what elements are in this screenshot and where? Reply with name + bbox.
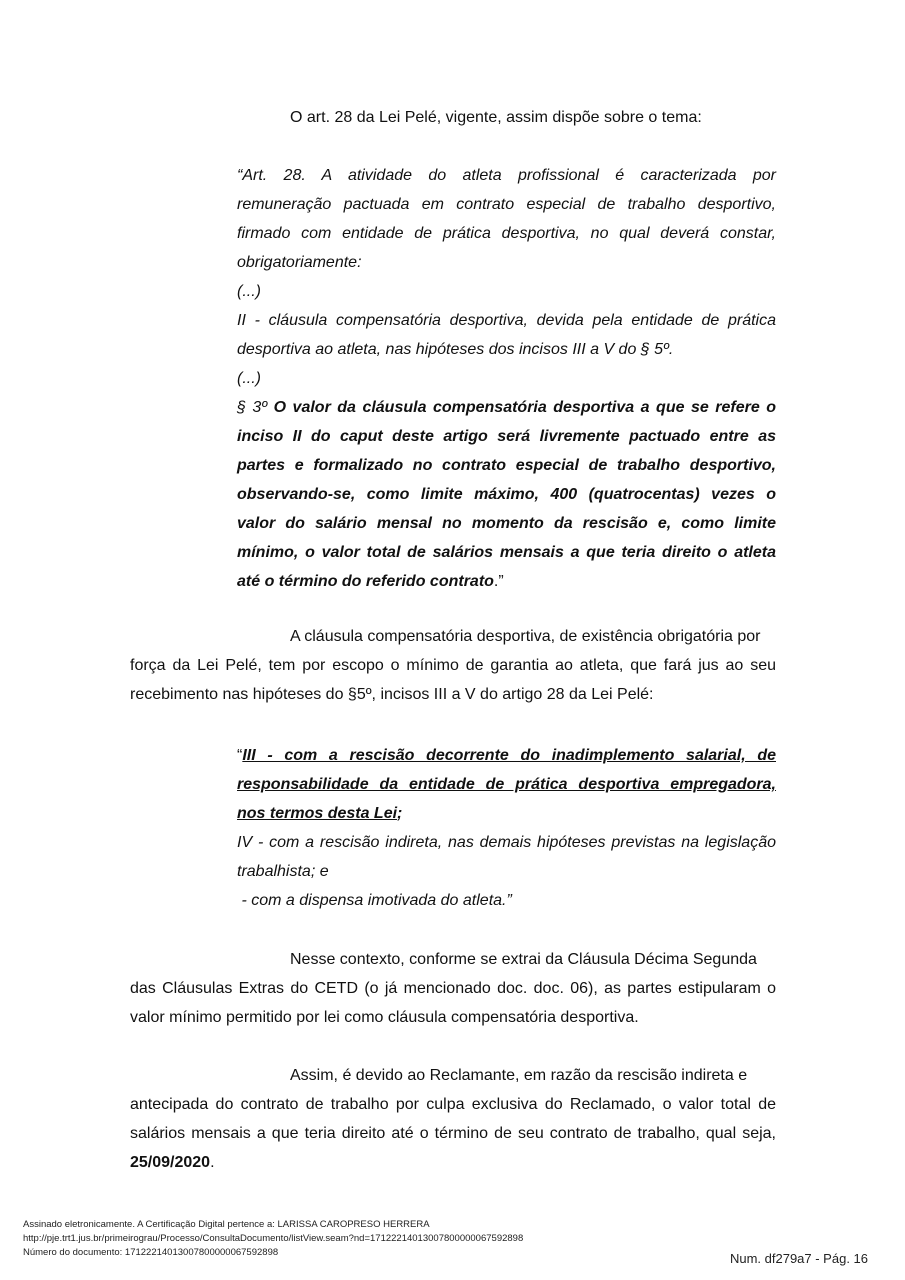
par3-line6: mínimo, o valor total de salários mensais a que teria direito o atleta: [237, 544, 776, 561]
open-quote: “: [237, 747, 243, 764]
par3-line5: valor do salário mensal no momento da rescisão e, como limite: [237, 515, 776, 532]
art28-line4: obrigatoriamente:: [237, 254, 362, 271]
art28-line3: firmado com entidade de prática desportiva, no qual deverá constar,: [237, 225, 776, 242]
para4-line3: salários mensais a que teria direito até o término de seu contrato de trabalho, qual seja,: [130, 1125, 776, 1142]
para4-line1: [130, 1061, 776, 1090]
page-number: Num. df279a7 - Pág. 16: [729, 1251, 868, 1266]
para3-line1-text: Nesse contexto, conforme se extrai da Cláusula Décima Segunda: [290, 951, 757, 968]
para2-line1: [130, 622, 776, 651]
intro-paragraph: [130, 103, 776, 132]
inc4-line2: trabalhista; e: [237, 863, 329, 880]
para3-line3: valor mínimo permitido por lei como cláusula compensatória desportiva.: [130, 1009, 639, 1026]
par3-line7-end: .”: [493, 573, 504, 590]
para4-line4: [130, 1148, 776, 1177]
date-end: .: [210, 1154, 215, 1171]
art28-line2: remuneração pactuada em contrato especial de trabalho desportivo,: [237, 196, 776, 213]
ellipsis-2: (...): [237, 370, 261, 387]
par3-line7: [237, 567, 776, 596]
footer-url-line[interactable]: http://pje.trt1.jus.br/primeirograu/Processo/ConsultaDocumento/listView.seam?nd=17122214013007800000067592898: [23, 1233, 524, 1244]
inc4-line1: IV - com a rescisão indireta, nas demais hipóteses previstas na legislação: [237, 834, 776, 851]
para3-line2: das Cláusulas Extras do CETD (o já mencionado doc. doc. 06), as partes estipularam o: [130, 980, 776, 997]
art28-quote: [237, 161, 776, 596]
paragraph-2: [130, 622, 776, 709]
date-bold: 25/09/2020: [130, 1154, 211, 1171]
art28-line1: “Art. 28. A atividade do atleta profissional é caracterizada por: [237, 167, 776, 184]
para4-line1-text: Assim, é devido ao Reclamante, em razão da rescisão indireta e: [290, 1067, 748, 1084]
footer-signed-line: Assinado eletronicamente. A Certificação Digital pertence a: LARISSA CAROPRESO HERRERA: [23, 1219, 430, 1230]
par3-line3: partes e formalizado no contrato especial de trabalho desportivo,: [237, 457, 776, 474]
para2-line1-text: A cláusula compensatória desportiva, de existência obrigatória por: [290, 628, 761, 645]
par3-line7-bold: até o término do referido contrato: [237, 573, 494, 590]
signature-footer: [23, 1218, 523, 1260]
inc3-semicolon: ;: [397, 805, 403, 822]
inc3-line1-text: III - com a rescisão decorrente do inadimplemento salarial, de: [242, 747, 776, 764]
inc3-line1: [237, 741, 776, 770]
par3-bold-line1: O valor da cláusula compensatória desportiva a que se refere o: [273, 399, 777, 416]
intro-text: O art. 28 da Lei Pelé, vigente, assim dispõe sobre o tema:: [290, 109, 702, 126]
para2-line2: força da Lei Pelé, tem por escopo o mínimo de garantia ao atleta, que fará jus ao seu: [130, 657, 776, 674]
incisos-quote: [237, 741, 776, 915]
par3-prefix: § 3º: [237, 399, 274, 416]
ellipsis-1: (...): [237, 283, 261, 300]
paragraph-4: [130, 1061, 776, 1177]
inciso2-line2: desportiva ao atleta, nas hipóteses dos incisos III a V do § 5º.: [237, 341, 674, 358]
para2-line3: recebimento nas hipóteses do §5º, incisos III a V do artigo 28 da Lei Pelé:: [130, 686, 654, 703]
inc5-line: - com a dispensa imotivada do atleta.”: [237, 892, 512, 909]
inciso2-line1: II - cláusula compensatória desportiva, devida pela entidade de prática: [237, 312, 776, 329]
inc3-line3: [237, 799, 776, 828]
par3-line2: inciso II do caput deste artigo será livremente pactuado entre as: [237, 428, 776, 445]
inc3-line3-text: nos termos desta Lei: [237, 805, 398, 822]
footer-docnumber-line: Número do documento: 17122214013007800000067592898: [23, 1247, 279, 1258]
paragraph-3: [130, 945, 776, 1032]
par3-line4: observando-se, como limite máximo, 400 (quatrocentas) vezes o: [237, 486, 776, 503]
par3-line1: [237, 393, 776, 422]
inc3-line2: responsabilidade da entidade de prática desportiva empregadora,: [237, 776, 776, 793]
para3-line1: [130, 945, 776, 974]
para4-line2: antecipada do contrato de trabalho por culpa exclusiva do Reclamado, o valor total de: [130, 1096, 776, 1113]
